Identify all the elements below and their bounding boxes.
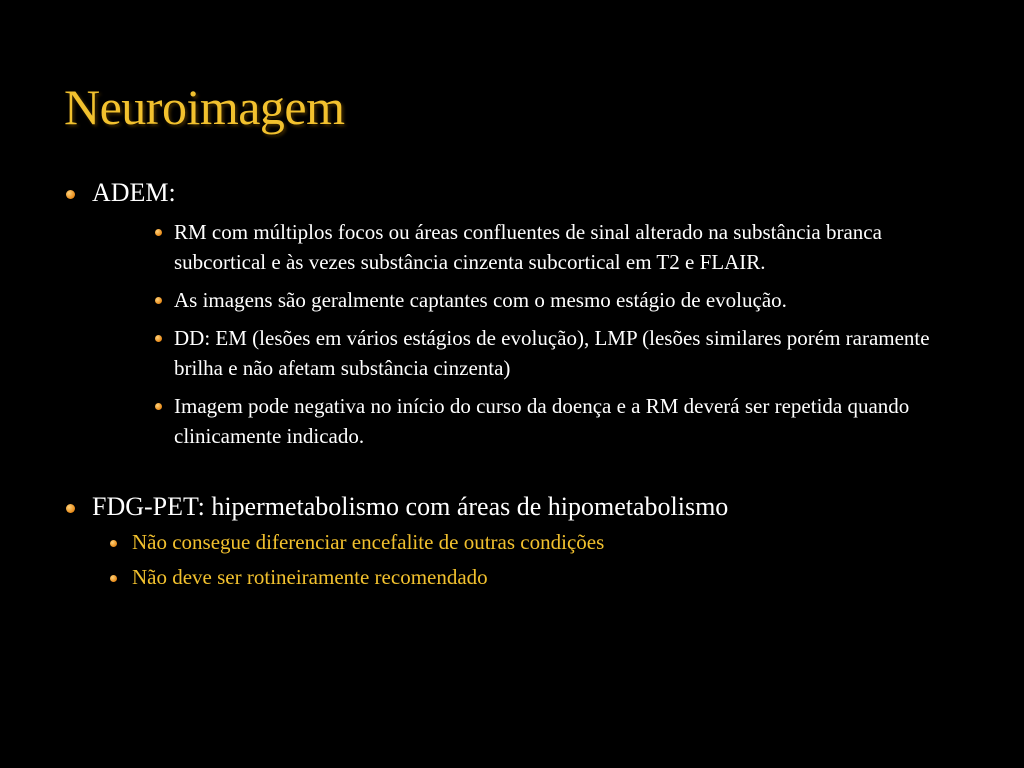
bullet-dot-icon: [110, 540, 117, 547]
sub-bullet-text: Imagem pode negativa no início do curso da doença e a RM deverá ser repetida quando clinicamente indicado.: [174, 394, 910, 448]
sub-bullet-text: DD: EM (lesões em vários estágios de evolução), LMP (lesões similares porém raramente brilha e não afetam substância cinzenta): [174, 326, 930, 380]
sub-bullet-text: Não deve ser rotineiramente recomendado: [132, 565, 488, 589]
sub-bullet: [66, 217, 976, 277]
bullet-dot-icon: [155, 335, 162, 342]
sub-bullet: [66, 285, 976, 315]
sub-bullet-text: As imagens são geralmente captantes com o mesmo estágio de evolução.: [174, 288, 787, 312]
sub-bullet: [66, 323, 976, 383]
bullet-text: ADEM:: [92, 178, 176, 207]
bullet-dot-icon: [155, 297, 162, 304]
sub-bullet: [66, 391, 976, 451]
slide-body: [66, 175, 976, 595]
bullet-dot-icon: [155, 229, 162, 236]
sub-bullet-text: Não consegue diferenciar encefalite de outras condições: [132, 530, 605, 554]
bullet-adem: [66, 175, 976, 211]
bullet-dot-icon: [66, 190, 75, 199]
sub-bullet: [66, 525, 976, 560]
bullet-dot-icon: [66, 504, 75, 513]
bullet-text: FDG-PET: hipermetabolismo com áreas de hipometabolismo: [92, 492, 729, 521]
sub-bullet: [66, 560, 976, 595]
bullet-fdg-pet: [66, 489, 976, 525]
bullet-dot-icon: [155, 403, 162, 410]
slide-title: Neuroimagem: [64, 79, 345, 135]
bullet-dot-icon: [110, 575, 117, 582]
sub-bullet-text: RM com múltiplos focos ou áreas confluentes de sinal alterado na substância branca subcortical e às vezes substância cinzenta subcortical em T2 e FLAIR.: [174, 220, 882, 274]
